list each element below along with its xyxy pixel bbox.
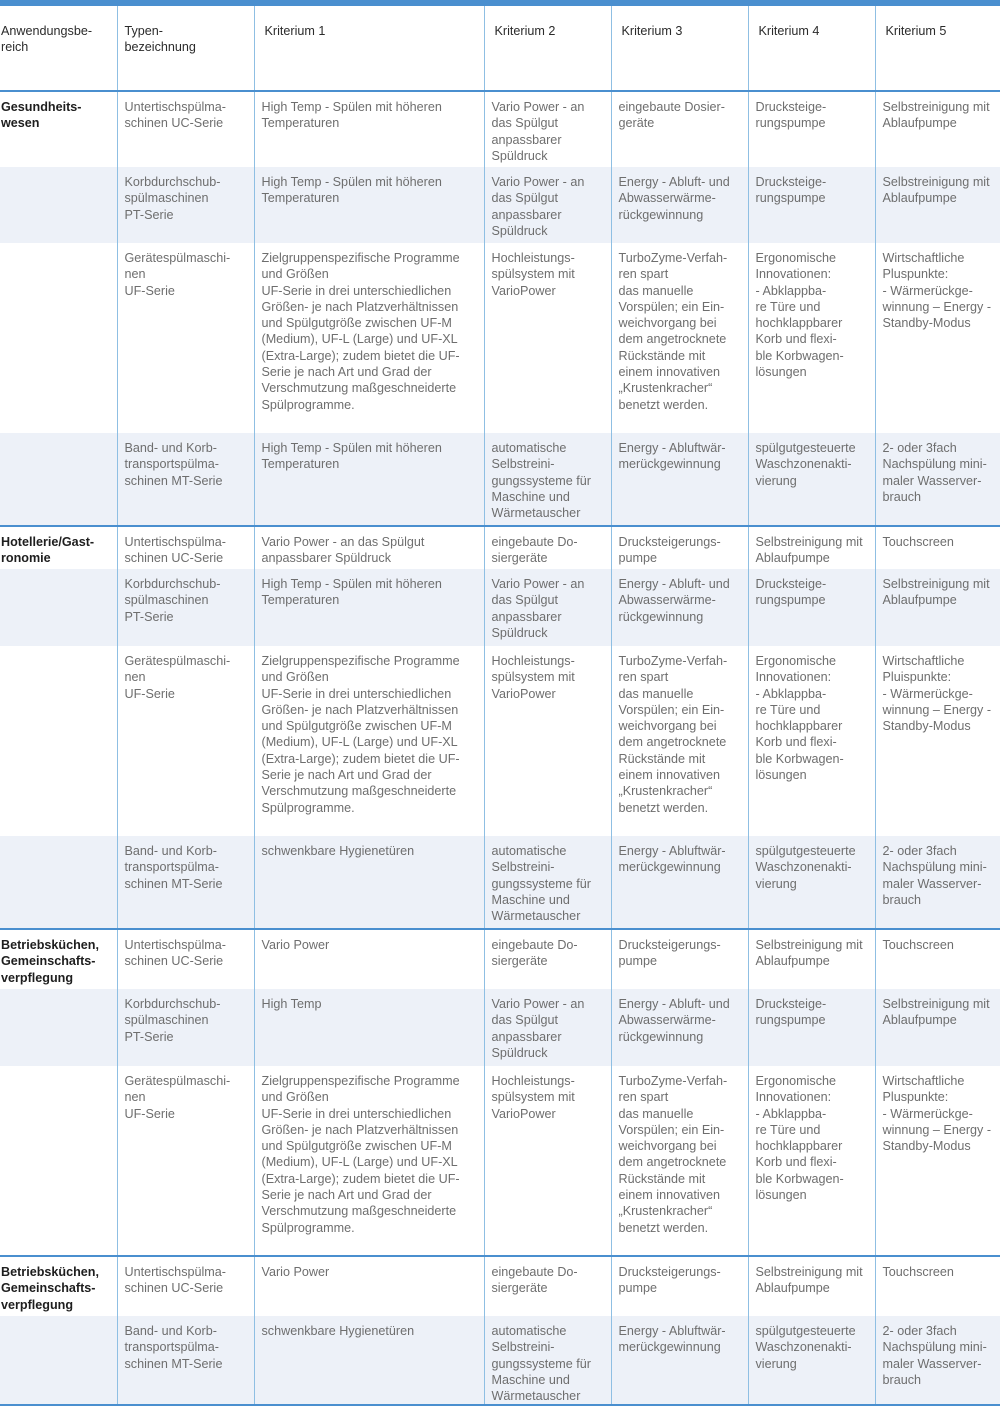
area-cell: Gesundheits- wesen [0, 91, 117, 167]
criterion-3-cell: eingebaute Dosier- geräte [611, 91, 748, 167]
criterion-3-cell: TurboZyme-Verfah- ren spart das manuelle Vorspülen; ein Ein- weichvorgang bei dem angetrocknete Rückstände mit einem innovativen „Krustenkracher“ benetzt werden. [611, 646, 748, 836]
header-type: Typen- bezeichnung [117, 6, 254, 91]
criterion-1-cell: High Temp - Spülen mit höheren Temperaturen [254, 91, 484, 167]
criterion-4-cell: Ergonomische Innovationen: - Abklappba- re Türe und hochklappbarer Korb und flexi- ble Korbwagen- lösungen [748, 1066, 875, 1256]
criterion-4-cell: spülgutgesteuerte Waschzonenakti- vierung [748, 836, 875, 929]
comparison-table [0, 6, 1000, 1406]
criterion-5-cell: Touchscreen [875, 526, 1000, 569]
table-row [0, 91, 1000, 167]
table-row [0, 1256, 1000, 1316]
criterion-5-cell: Selbstreinigung mit Ablaufpumpe [875, 167, 1000, 243]
criterion-4-cell: Drucksteige- rungspumpe [748, 91, 875, 167]
criterion-1-cell: Vario Power - an das Spülgut anpassbarer Spüldruck [254, 526, 484, 569]
criterion-5-cell: Touchscreen [875, 1256, 1000, 1316]
type-cell: Band- und Korb- transportspülma- schinen MT-Serie [117, 433, 254, 526]
area-cell [0, 243, 117, 433]
criterion-1-cell: Zielgruppenspezifische Programme und Größen UF-Serie in drei unterschiedlichen Größen- je nach Platzverhältnissen und Spülgutgröße zwischen UF-M (Medium), UF-L (Large) und UF-XL (Extra-Large); zudem bietet die UF-Serie je nach Art und Grad der Verschmutzung maßgeschneiderte Spülprogramme. [254, 1066, 484, 1256]
criterion-4-cell: Drucksteige- rungspumpe [748, 167, 875, 243]
criterion-1-cell: Vario Power [254, 1256, 484, 1316]
criterion-5-cell: 2- oder 3fach Nachspülung mini- maler Wasserver- brauch [875, 433, 1000, 526]
area-cell [0, 1316, 117, 1405]
criterion-2-cell: eingebaute Do- siergeräte [484, 1256, 611, 1316]
criterion-2-cell: eingebaute Do- siergeräte [484, 929, 611, 989]
criterion-3-cell: Energy - Abluft- und Abwasserwärme- rückgewinnung [611, 167, 748, 243]
criterion-3-cell: Drucksteigerungs- pumpe [611, 929, 748, 989]
type-cell: Gerätespülmaschi- nen UF-Serie [117, 646, 254, 836]
table-row [0, 243, 1000, 433]
criterion-1-cell: High Temp - Spülen mit höheren Temperaturen [254, 569, 484, 646]
criterion-2-cell: Hochleistungs- spülsystem mit VarioPower [484, 1066, 611, 1256]
criterion-5-cell: Selbstreinigung mit Ablaufpumpe [875, 569, 1000, 646]
criterion-1-cell: High Temp - Spülen mit höheren Temperaturen [254, 433, 484, 526]
criterion-5-cell: Touchscreen [875, 929, 1000, 989]
table-row [0, 167, 1000, 243]
criterion-2-cell: Vario Power - an das Spülgut anpassbarer Spüldruck [484, 167, 611, 243]
criterion-4-cell: Selbstreinigung mit Ablaufpumpe [748, 1256, 875, 1316]
table-row [0, 989, 1000, 1066]
criterion-1-cell: Zielgruppenspezifische Programme und Größen UF-Serie in drei unterschiedlichen Größen- je nach Platzverhältnissen und Spülgutgröße zwischen UF-M (Medium), UF-L (Large) und UF-XL (Extra-Large); zudem bietet die UF-Serie je nach Art und Grad der Verschmutzung maßgeschneiderte Spülprogramme. [254, 243, 484, 433]
criterion-2-cell: Hochleistungs- spülsystem mit VarioPower [484, 646, 611, 836]
criterion-2-cell: automatische Selbstreini- gungssysteme für Maschine und Wärmetauscher [484, 1316, 611, 1405]
type-cell: Gerätespülmaschi- nen UF-Serie [117, 243, 254, 433]
table-row [0, 1066, 1000, 1256]
area-cell [0, 836, 117, 929]
header-criterion-2: Kriterium 2 [484, 6, 611, 91]
criterion-4-cell: Ergonomische Innovationen: - Abklappba- re Türe und hochklappbarer Korb und flexi- ble Korbwagen- lösungen [748, 243, 875, 433]
type-cell: Untertischspülma- schinen UC-Serie [117, 526, 254, 569]
criterion-4-cell: Drucksteige- rungspumpe [748, 989, 875, 1066]
criterion-5-cell: Selbstreinigung mit Ablaufpumpe [875, 989, 1000, 1066]
criterion-4-cell: spülgutgesteuerte Waschzonenakti- vierung [748, 433, 875, 526]
table-row [0, 433, 1000, 526]
header-area: Anwendungsbe- reich [0, 6, 117, 91]
criterion-4-cell: Selbstreinigung mit Ablaufpumpe [748, 526, 875, 569]
criterion-5-cell: Wirtschaftliche Pluspunkte: - Wärmerückge- winnung – Energy - Standby-Modus [875, 1066, 1000, 1256]
criterion-2-cell: Vario Power - an das Spülgut anpassbarer Spüldruck [484, 569, 611, 646]
criterion-2-cell: Vario Power - an das Spülgut anpassbarer Spüldruck [484, 989, 611, 1066]
type-cell: Korbdurchschub- spülmaschinen PT-Serie [117, 167, 254, 243]
criterion-3-cell: Drucksteigerungs- pumpe [611, 1256, 748, 1316]
criterion-4-cell: Selbstreinigung mit Ablaufpumpe [748, 929, 875, 989]
criterion-4-cell: spülgutgesteuerte Waschzonenakti- vierung [748, 1316, 875, 1405]
criterion-3-cell: Energy - Abluftwär- merückgewinnung [611, 1316, 748, 1405]
criterion-2-cell: Hochleistungs- spülsystem mit VarioPower [484, 243, 611, 433]
type-cell: Korbdurchschub- spülmaschinen PT-Serie [117, 569, 254, 646]
criterion-4-cell: Ergonomische Innovationen: - Abklappba- re Türe und hochklappbarer Korb und flexi- ble Korbwagen- lösungen [748, 646, 875, 836]
table-row [0, 929, 1000, 989]
criterion-1-cell: Zielgruppenspezifische Programme und Größen UF-Serie in drei unterschiedlichen Größen- je nach Platzverhältnissen und Spülgutgröße zwischen UF-M (Medium), UF-L (Large) und UF-XL (Extra-Large); zudem bietet die UF-Serie je nach Art und Grad der Verschmutzung maßgeschneiderte Spülprogramme. [254, 646, 484, 836]
criterion-3-cell: Energy - Abluftwär- merückgewinnung [611, 836, 748, 929]
header-criterion-4: Kriterium 4 [748, 6, 875, 91]
type-cell: Gerätespülmaschi- nen UF-Serie [117, 1066, 254, 1256]
area-cell: Hotellerie/Gast- ronomie [0, 526, 117, 569]
table-row [0, 526, 1000, 569]
criterion-1-cell: schwenkbare Hygienetüren [254, 1316, 484, 1405]
area-cell: Betriebsküchen, Gemeinschafts- verpflegung [0, 1256, 117, 1316]
criterion-1-cell: schwenkbare Hygienetüren [254, 836, 484, 929]
criterion-2-cell: automatische Selbstreini- gungssysteme für Maschine und Wärmetauscher [484, 836, 611, 929]
criterion-3-cell: TurboZyme-Verfah- ren spart das manuelle Vorspülen; ein Ein- weichvorgang bei dem angetrocknete Rückstände mit einem innovativen „Krustenkracher“ benetzt werden. [611, 1066, 748, 1256]
criterion-1-cell: High Temp [254, 989, 484, 1066]
table-row [0, 646, 1000, 836]
criterion-2-cell: Vario Power - an das Spülgut anpassbarer Spüldruck [484, 91, 611, 167]
criterion-3-cell: Energy - Abluftwär- merückgewinnung [611, 433, 748, 526]
area-cell [0, 433, 117, 526]
area-cell: Betriebsküchen, Gemeinschafts- verpflegung [0, 929, 117, 989]
header-criterion-1: Kriterium 1 [254, 6, 484, 91]
criterion-3-cell: Energy - Abluft- und Abwasserwärme- rückgewinnung [611, 989, 748, 1066]
criterion-5-cell: Selbstreinigung mit Ablaufpumpe [875, 91, 1000, 167]
criterion-5-cell: Wirtschaftliche Pluspunkte: - Wärmerückge- winnung – Energy - Standby-Modus [875, 243, 1000, 433]
table-row [0, 1316, 1000, 1405]
type-cell: Untertischspülma- schinen UC-Serie [117, 1256, 254, 1316]
criterion-5-cell: 2- oder 3fach Nachspülung mini- maler Wasserver- brauch [875, 836, 1000, 929]
header-criterion-5: Kriterium 5 [875, 6, 1000, 91]
table-row [0, 569, 1000, 646]
criterion-4-cell: Drucksteige- rungspumpe [748, 569, 875, 646]
criterion-1-cell: Vario Power [254, 929, 484, 989]
criterion-2-cell: automatische Selbstreini- gungssysteme für Maschine und Wärmetauscher [484, 433, 611, 526]
criterion-3-cell: Energy - Abluft- und Abwasserwärme- rückgewinnung [611, 569, 748, 646]
criterion-1-cell: High Temp - Spülen mit höheren Temperaturen [254, 167, 484, 243]
type-cell: Untertischspülma- schinen UC-Serie [117, 929, 254, 989]
criterion-5-cell: 2- oder 3fach Nachspülung mini- maler Wasserver- brauch [875, 1316, 1000, 1405]
type-cell: Korbdurchschub- spülmaschinen PT-Serie [117, 989, 254, 1066]
area-cell [0, 167, 117, 243]
type-cell: Band- und Korb- transportspülma- schinen MT-Serie [117, 1316, 254, 1405]
table-row [0, 836, 1000, 929]
type-cell: Band- und Korb- transportspülma- schinen MT-Serie [117, 836, 254, 929]
area-cell [0, 569, 117, 646]
table-header-row [0, 6, 1000, 91]
criterion-5-cell: Wirtschaftliche Pluispunkte: - Wärmerückge- winnung – Energy - Standby-Modus [875, 646, 1000, 836]
area-cell [0, 646, 117, 836]
criterion-3-cell: TurboZyme-Verfah- ren spart das manuelle Vorspülen; ein Ein- weichvorgang bei dem angetrocknete Rückstände mit einem innovativen „Krustenkracher“ benetzt werden. [611, 243, 748, 433]
criterion-2-cell: eingebaute Do- siergeräte [484, 526, 611, 569]
area-cell [0, 989, 117, 1066]
header-criterion-3: Kriterium 3 [611, 6, 748, 91]
type-cell: Untertischspülma- schinen UC-Serie [117, 91, 254, 167]
area-cell [0, 1066, 117, 1256]
criterion-3-cell: Drucksteigerungs- pumpe [611, 526, 748, 569]
